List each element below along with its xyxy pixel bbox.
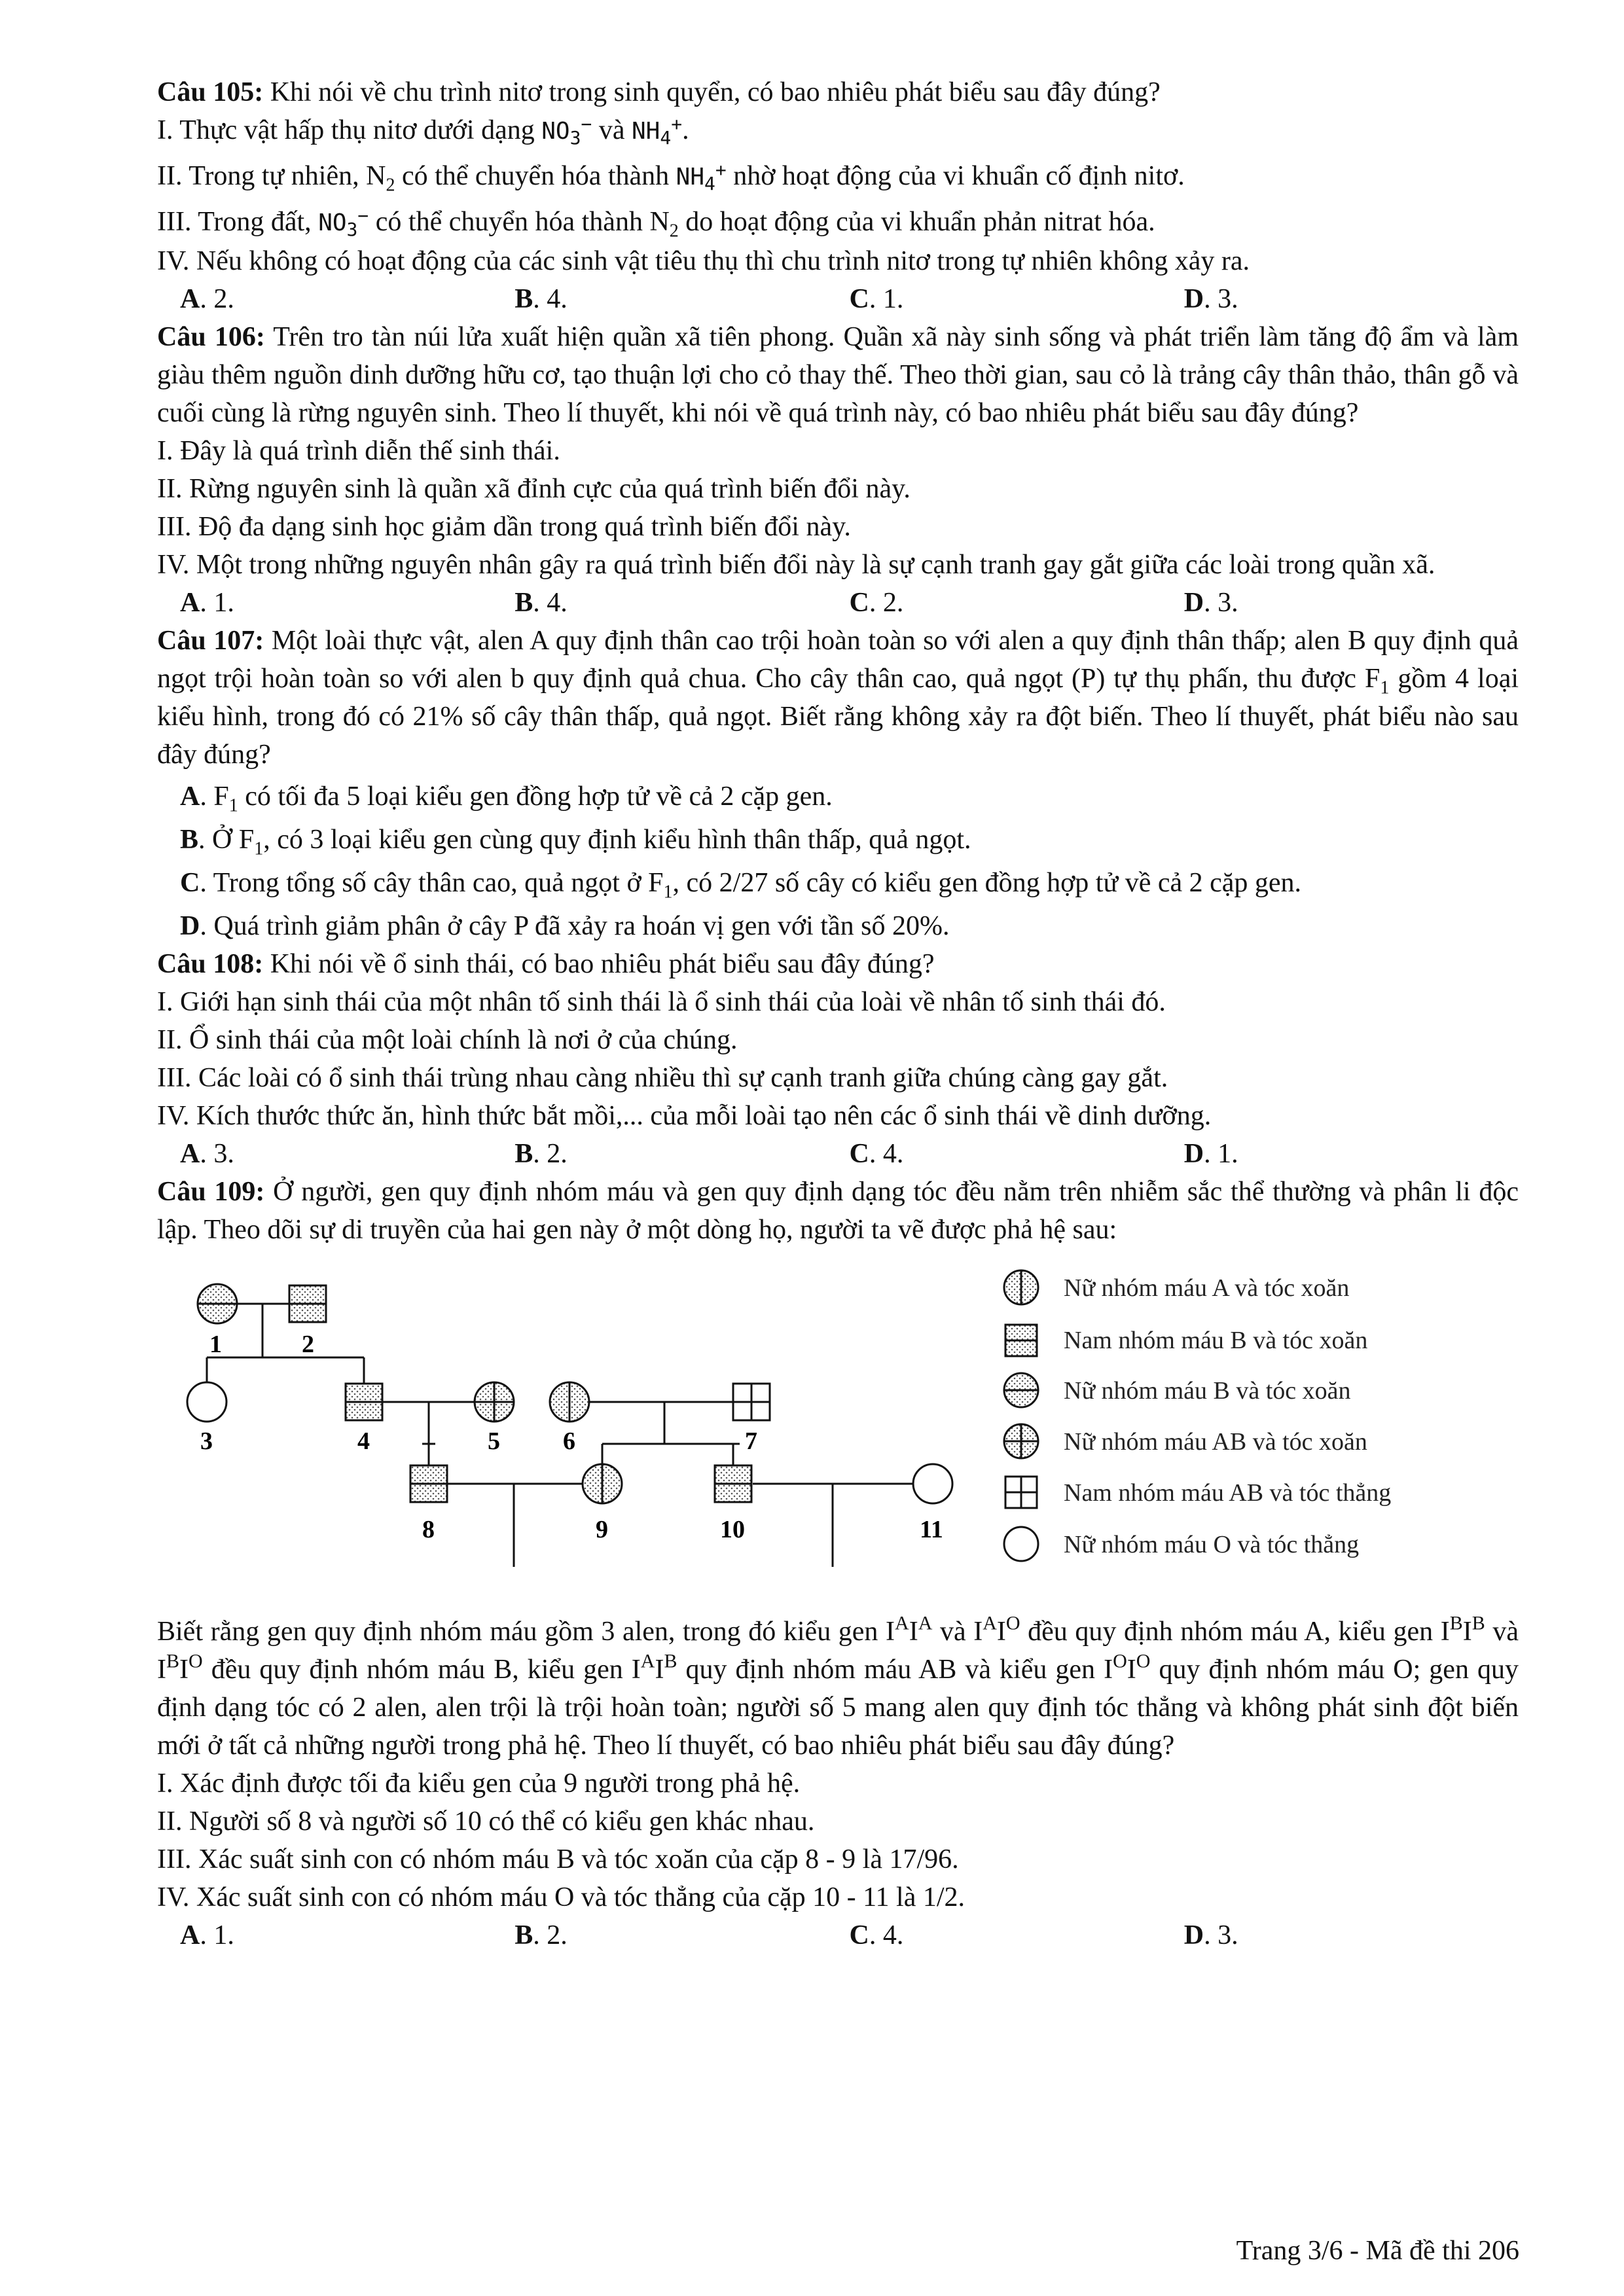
q105-s3a: III. Trong đất,: [157, 207, 319, 237]
q106-option-c[interactable]: C. 2.: [849, 588, 904, 618]
q105-label: Câu 105:: [157, 77, 264, 107]
letter-a: A: [180, 781, 200, 812]
q107-c-pre: Trong tổng số cây thân cao, quả ngọt ở: [206, 868, 649, 898]
individual-9: [583, 1464, 622, 1503]
letter-c: C: [849, 588, 869, 618]
legend-label-5: Nam nhóm máu AB và tóc thẳng: [1064, 1479, 1392, 1507]
q105-option-b[interactable]: B. 4.: [514, 284, 568, 314]
q109-options: [157, 1916, 1519, 1954]
sup-o-2: O: [189, 1650, 203, 1672]
q109-statement-4: IV. Xác suất sinh con có nhóm máu O và tóc thẳng của cặp 10 - 11 là 1/2.: [157, 1882, 965, 1912]
q107-text-b: gồm 4 loại kiểu hình, trong đó có 21% số cây thân thấp, quả ngọt. Biết rằng không xảy ra đột biến. Theo lí thuyết, phát biểu nào sau đây đúng?: [157, 664, 1519, 770]
q108-option-a[interactable]: A. 3.: [180, 1139, 234, 1169]
formula-nh4-2: [676, 159, 727, 195]
q106-option-a[interactable]: A. 1.: [180, 588, 234, 618]
sup-b-1: B: [1449, 1612, 1463, 1634]
n2-sub: 2: [386, 175, 395, 196]
q107-options: [157, 778, 1519, 945]
sup-a-4: A: [640, 1650, 655, 1672]
letter-c: C: [849, 1920, 869, 1950]
q107-option-a[interactable]: A. $F_1$ có tối đa 5 loại kiểu gen đồng hợp tử về cả 2 cặp gen.: [180, 781, 833, 816]
individual-11: [913, 1464, 952, 1503]
sup-o-4: O: [1136, 1650, 1151, 1672]
q109-after-text: [157, 1613, 1519, 1765]
q109-option-d[interactable]: D. 3.: [1183, 1920, 1238, 1950]
nh4-sub: 4: [660, 127, 672, 149]
label-7: 7: [745, 1427, 757, 1455]
legend-label-3: Nữ nhóm máu B và tóc xoăn: [1064, 1377, 1351, 1405]
q105-s3b: có thể chuyển hóa thành N: [369, 207, 670, 237]
legend: [1004, 1270, 1391, 1561]
legend-label-6: Nữ nhóm máu O và tóc thẳng: [1064, 1531, 1360, 1558]
q107-d-text: Quá trình giảm phân ở cây P đã xảy ra hoán vị gen với tần số 20%.: [206, 911, 950, 941]
label-1: 1: [209, 1331, 222, 1358]
q109-label: Câu 109:: [157, 1177, 265, 1207]
label-3: 3: [200, 1427, 213, 1455]
q109-after-e: đều quy định nhóm máu B, kiểu gen I: [202, 1655, 641, 1685]
q109-after-c: đều quy định nhóm máu A, kiểu gen I: [1020, 1617, 1450, 1647]
letter-c: C: [849, 284, 869, 314]
allele-i-3: I: [1462, 1617, 1472, 1647]
formula-no3-2: [318, 205, 369, 241]
q106-statement-4: IV. Một trong những nguyên nhân gây ra quá trình biến đổi này là sự cạnh tranh gay gắt giữa các loài trong quần xã.: [157, 550, 1435, 580]
pedigree-figure: [157, 1259, 1519, 1600]
q106-statement-1: I. Đây là quá trình diễn thế sinh thái.: [157, 436, 560, 466]
individual-8: [410, 1465, 447, 1502]
individual-5: [475, 1382, 514, 1422]
f-base-c: F: [648, 868, 664, 898]
q105-opt-b-text: 4.: [547, 284, 568, 314]
allele-i-5: I: [655, 1655, 664, 1685]
legend-label-1: Nữ nhóm máu A và tóc xoăn: [1064, 1274, 1350, 1302]
q105-statement-4: IV. Nếu không có hoạt động của các sinh vật tiêu thụ thì chu trình nitơ trong tự nhiên không xảy ra.: [157, 246, 1250, 276]
q108-stem: [157, 945, 1519, 983]
q105-option-c[interactable]: C. 1.: [849, 284, 904, 314]
q108-statement-4: IV. Kích thước thức ăn, hình thức bắt mồi,... của mỗi loài tạo nên các ổ sinh thái về dinh dưỡng.: [157, 1101, 1212, 1131]
q107-a-pre: [207, 781, 214, 812]
q105-statement-3: [157, 203, 1519, 242]
q108-option-d[interactable]: D. 1.: [1183, 1139, 1238, 1169]
q108-options: [157, 1135, 1519, 1173]
legend-label-2: Nam nhóm máu B và tóc xoăn: [1064, 1327, 1368, 1354]
label-11: 11: [920, 1516, 943, 1543]
letter-a: A: [180, 588, 200, 618]
q106-opt-b-text: 4.: [547, 588, 568, 618]
q106-options: [157, 584, 1519, 622]
q108-statement-1: I. Giới hạn sinh thái của một nhân tố sinh thái là ổ sinh thái của loài về nhân tố sinh thái đó.: [157, 987, 1166, 1017]
q109-option-b[interactable]: B. 2.: [514, 1920, 568, 1950]
legend-symbol-male-ab-straight: [1005, 1477, 1037, 1508]
nh4-sup: +: [671, 113, 683, 135]
q106-opt-a-text: 1.: [213, 588, 234, 618]
no3-base: NO: [541, 118, 570, 145]
sup-b-2: B: [1471, 1612, 1485, 1634]
allele-i-6: I: [1127, 1655, 1136, 1685]
q107-b-pre: Ở: [205, 825, 239, 855]
sup-b-4: B: [664, 1650, 677, 1672]
label-2: 2: [302, 1331, 314, 1358]
q105-statement-1: I. Thực vật hấp thụ nitơ dưới dạng $NO_3^-$ và $NH_4^+$.: [157, 113, 689, 149]
q109-after-a: Biết rằng gen quy định nhóm máu gồm 3 alen, trong đó kiểu gen I: [157, 1617, 895, 1647]
q108-statement-2: II. Ổ sinh thái của một loài chính là nơi ở của chúng.: [157, 1025, 738, 1055]
q109-after-b: và I: [932, 1617, 983, 1647]
no3-sup-2: −: [357, 205, 369, 226]
sup-o-1: O: [1005, 1612, 1020, 1634]
q109-option-c[interactable]: C. 4.: [849, 1920, 904, 1950]
q109-opt-a-text: 1.: [213, 1920, 234, 1950]
individual-2: [289, 1285, 326, 1322]
sup-a-2: A: [918, 1612, 933, 1634]
q109-after-f: quy định nhóm máu AB và kiểu gen I: [677, 1655, 1113, 1685]
page-content: [157, 73, 1519, 1954]
f-base-b: F: [238, 825, 255, 855]
label-5: 5: [488, 1427, 500, 1455]
q105-s2a: II. Trong tự nhiên, N: [157, 161, 386, 191]
f1-sub-a: 1: [228, 795, 238, 816]
q109-opt-d-text: 3.: [1218, 1920, 1238, 1950]
q109-stem: [157, 1173, 1519, 1249]
nh4-base-2: NH: [676, 164, 704, 190]
q108-label: Câu 108:: [157, 949, 264, 979]
nh4-sub-2: 4: [704, 173, 715, 195]
q105-opt-c-text: 1.: [882, 284, 904, 314]
no3-sup: −: [581, 113, 592, 135]
q106-opt-c-text: 2.: [882, 588, 904, 618]
sup-o-3: O: [1113, 1650, 1127, 1672]
q106-statement-3: III. Độ đa dạng sinh học giảm dần trong quá trình biến đổi này.: [157, 512, 851, 542]
q109-opt-c-text: 4.: [882, 1920, 904, 1950]
letter-d: D: [180, 911, 200, 941]
formula-nh4: [631, 113, 683, 149]
q109-opt-b-text: 2.: [547, 1920, 568, 1950]
q109-statement-2: II. Người số 8 và người số 10 có thể có kiểu gen khác nhau.: [157, 1806, 815, 1837]
f1-sub-c: 1: [663, 882, 673, 903]
letter-d: D: [1183, 284, 1204, 314]
individual-1: [198, 1284, 237, 1323]
individual-6: [550, 1382, 589, 1422]
q109-statement-3: III. Xác suất sinh con có nhóm máu B và tóc xoăn của cặp 8 - 9 là 17/96.: [157, 1844, 959, 1874]
no3-sub: 3: [569, 127, 581, 149]
q105-s3c: do hoạt động của vi khuẩn phản nitrat hóa.: [678, 207, 1155, 237]
q109-after-g: quy định nhóm máu O; gen quy định dạng tóc có 2 alen, alen trội là trội hoàn toàn; người số 5 mang alen quy định tóc thẳng và không phát sinh đột biến mới ở tất cả những người trong phả hệ. Theo lí thuyết, có bao nhiêu phát biểu sau đây đúng?: [157, 1655, 1519, 1761]
q106-statement-2: II. Rừng nguyên sinh là quần xã đỉnh cực của quá trình biến đổi này.: [157, 474, 911, 504]
label-4: 4: [357, 1427, 370, 1455]
q108-opt-b-text: 2.: [547, 1139, 568, 1169]
q105-text: Khi nói về chu trình nitơ trong sinh quyển, có bao nhiêu phát biểu sau đây đúng?: [270, 77, 1161, 107]
f1-sub-b: 1: [254, 838, 264, 859]
letter-b: B: [514, 284, 533, 314]
q105-s2b: có thể chuyển hóa thành: [395, 161, 676, 191]
letter-b: B: [514, 588, 533, 618]
q105-stem: [157, 73, 1519, 111]
q107-text-a: Một loài thực vật, alen A quy định thân cao trội hoàn toàn so với alen a quy định thân thấp; alen B quy định quả ngọt trội hoàn toàn so với alen b quy định quả chua. Cho cây thân cao, quả ngọt (P) tự thụ phấn, thu được F: [157, 626, 1519, 694]
q105-options: [157, 280, 1519, 318]
letter-b: B: [514, 1139, 533, 1169]
page-footer: Trang 3/6 - Mã đề thi 206: [1236, 2236, 1519, 2266]
individual-10: [715, 1465, 751, 1502]
q108-opt-d-text: 1.: [1218, 1139, 1238, 1169]
q107-stem: [157, 622, 1519, 774]
q107-b-text: , có 3 loại kiểu gen cùng quy định kiểu hình thân thấp, quả ngọt.: [263, 825, 971, 855]
legend-symbol-male-b-curly: [1005, 1325, 1037, 1356]
q105-opt-d-text: 3.: [1218, 284, 1238, 314]
allele-i-1: I: [909, 1617, 918, 1647]
q108-statement-3: III. Các loài có ổ sinh thái trùng nhau càng nhiều thì sự cạnh tranh giữa chúng càng gay gắt.: [157, 1063, 1168, 1093]
q105-statement-2: [157, 157, 1519, 196]
q105-s1b: và: [592, 115, 632, 145]
letter-d: D: [1183, 1139, 1204, 1169]
q108-text: Khi nói về ổ sinh thái, có bao nhiêu phát biểu sau đây đúng?: [270, 949, 935, 979]
q107-option-d[interactable]: D. Quá trình giảm phân ở cây P đã xảy ra hoán vị gen với tần số 20%.: [180, 911, 950, 941]
q106-text: Trên tro tàn núi lửa xuất hiện quần xã tiên phong. Quần xã này sinh sống và phát triển làm tăng độ ẩm và làm giàu thêm nguồn dinh dưỡng hữu cơ, tạo thuận lợi cho cỏ thay thế. Theo thời gian, sau cỏ là trảng cây thân thảo, thân gỗ và cuối cùng là rừng nguyên sinh. Theo lí thuyết, khi nói về quá trình này, có bao nhiêu phát biểu sau đây đúng?: [157, 322, 1519, 428]
q107-option-c[interactable]: C. Trong tổng số cây thân cao, quả ngọt ở $F_1$, có 2/27 số cây có kiểu gen đồng hợp tử về cả 2 cặp gen.: [180, 868, 1302, 903]
q106-stem: [157, 318, 1519, 432]
legend-symbol-female-a-curly: [1004, 1270, 1038, 1304]
q105-s1a: I. Thực vật hấp thụ nitơ dưới dạng: [157, 115, 542, 145]
legend-symbol-female-o-straight: [1004, 1527, 1038, 1561]
legend-label-4: Nữ nhóm máu AB và tóc xoăn: [1064, 1428, 1367, 1456]
no3-base-2: NO: [318, 209, 347, 236]
individual-7: [733, 1384, 770, 1420]
q109-option-a[interactable]: A. 1.: [180, 1920, 234, 1950]
q107-option-b[interactable]: B. Ở $F_1$, có 3 loại kiểu gen cùng quy định kiểu hình thân thấp, quả ngọt.: [180, 825, 971, 859]
legend-symbol-female-ab-curly: [1004, 1424, 1038, 1458]
q106-option-b[interactable]: B. 4.: [514, 588, 568, 618]
q109-after-d: và I: [157, 1617, 1519, 1685]
letter-d: D: [1183, 588, 1204, 618]
label-8: 8: [422, 1516, 435, 1543]
nh4-sup-2: +: [715, 159, 727, 181]
allele-i-2: I: [996, 1617, 1006, 1647]
letter-c: C: [849, 1139, 869, 1169]
q108-option-c[interactable]: C. 4.: [849, 1139, 904, 1169]
q109-statement-1: I. Xác định được tối đa kiểu gen của 9 người trong phả hệ.: [157, 1768, 801, 1799]
sup-a-1: A: [895, 1612, 909, 1634]
q105-opt-a-text: 2.: [213, 284, 234, 314]
formula-no3: [541, 113, 592, 149]
nh4-base: NH: [631, 118, 660, 145]
individual-3: [187, 1382, 226, 1422]
label-10: 10: [720, 1516, 745, 1543]
letter-d: D: [1183, 1920, 1204, 1950]
f-base-a: F: [213, 781, 229, 812]
q105-s2c: nhờ hoạt động của vi khuẩn cố định nitơ.: [726, 161, 1185, 191]
n2-sub-2: 2: [669, 221, 679, 242]
pedigree-svg: [157, 1259, 1519, 1600]
q109-text: Ở người, gen quy định nhóm máu và gen quy định dạng tóc đều nằm trên nhiễm sắc thể thường và phân li độc lập. Theo dõi sự di truyền của hai gen này ở một dòng họ, người ta vẽ được phả hệ sau:: [157, 1177, 1519, 1245]
label-9: 9: [596, 1516, 608, 1543]
q106-opt-d-text: 3.: [1218, 588, 1238, 618]
q106-option-d[interactable]: D. 3.: [1183, 588, 1238, 618]
q105-option-a[interactable]: A. 2.: [180, 284, 234, 314]
letter-a: A: [180, 1139, 200, 1169]
allele-i-4: I: [179, 1655, 189, 1685]
f1-sub: 1: [1380, 677, 1390, 698]
q108-opt-c-text: 4.: [882, 1139, 904, 1169]
label-6: 6: [563, 1427, 575, 1455]
no3-sub-2: 3: [346, 219, 358, 241]
letter-a: A: [180, 284, 200, 314]
letter-a: A: [180, 1920, 200, 1950]
q108-opt-a-text: 3.: [213, 1139, 234, 1169]
q106-label: Câu 106:: [157, 322, 265, 352]
q107-label: Câu 107:: [157, 626, 264, 656]
letter-b: B: [180, 825, 199, 855]
letter-b: B: [514, 1920, 533, 1950]
q107-a-text: có tối đa 5 loại kiểu gen đồng hợp tử về cả 2 cặp gen.: [238, 781, 833, 812]
q105-option-d[interactable]: D. 3.: [1183, 284, 1238, 314]
sup-b-3: B: [166, 1650, 180, 1672]
legend-symbol-female-b-curly: [1004, 1373, 1038, 1407]
sup-a-3: A: [983, 1612, 997, 1634]
q108-option-b[interactable]: B. 2.: [514, 1139, 568, 1169]
letter-c: C: [180, 868, 200, 898]
q107-c-text: , có 2/27 số cây có kiểu gen đồng hợp tử về cả 2 cặp gen.: [672, 868, 1302, 898]
individual-4: [346, 1384, 382, 1420]
